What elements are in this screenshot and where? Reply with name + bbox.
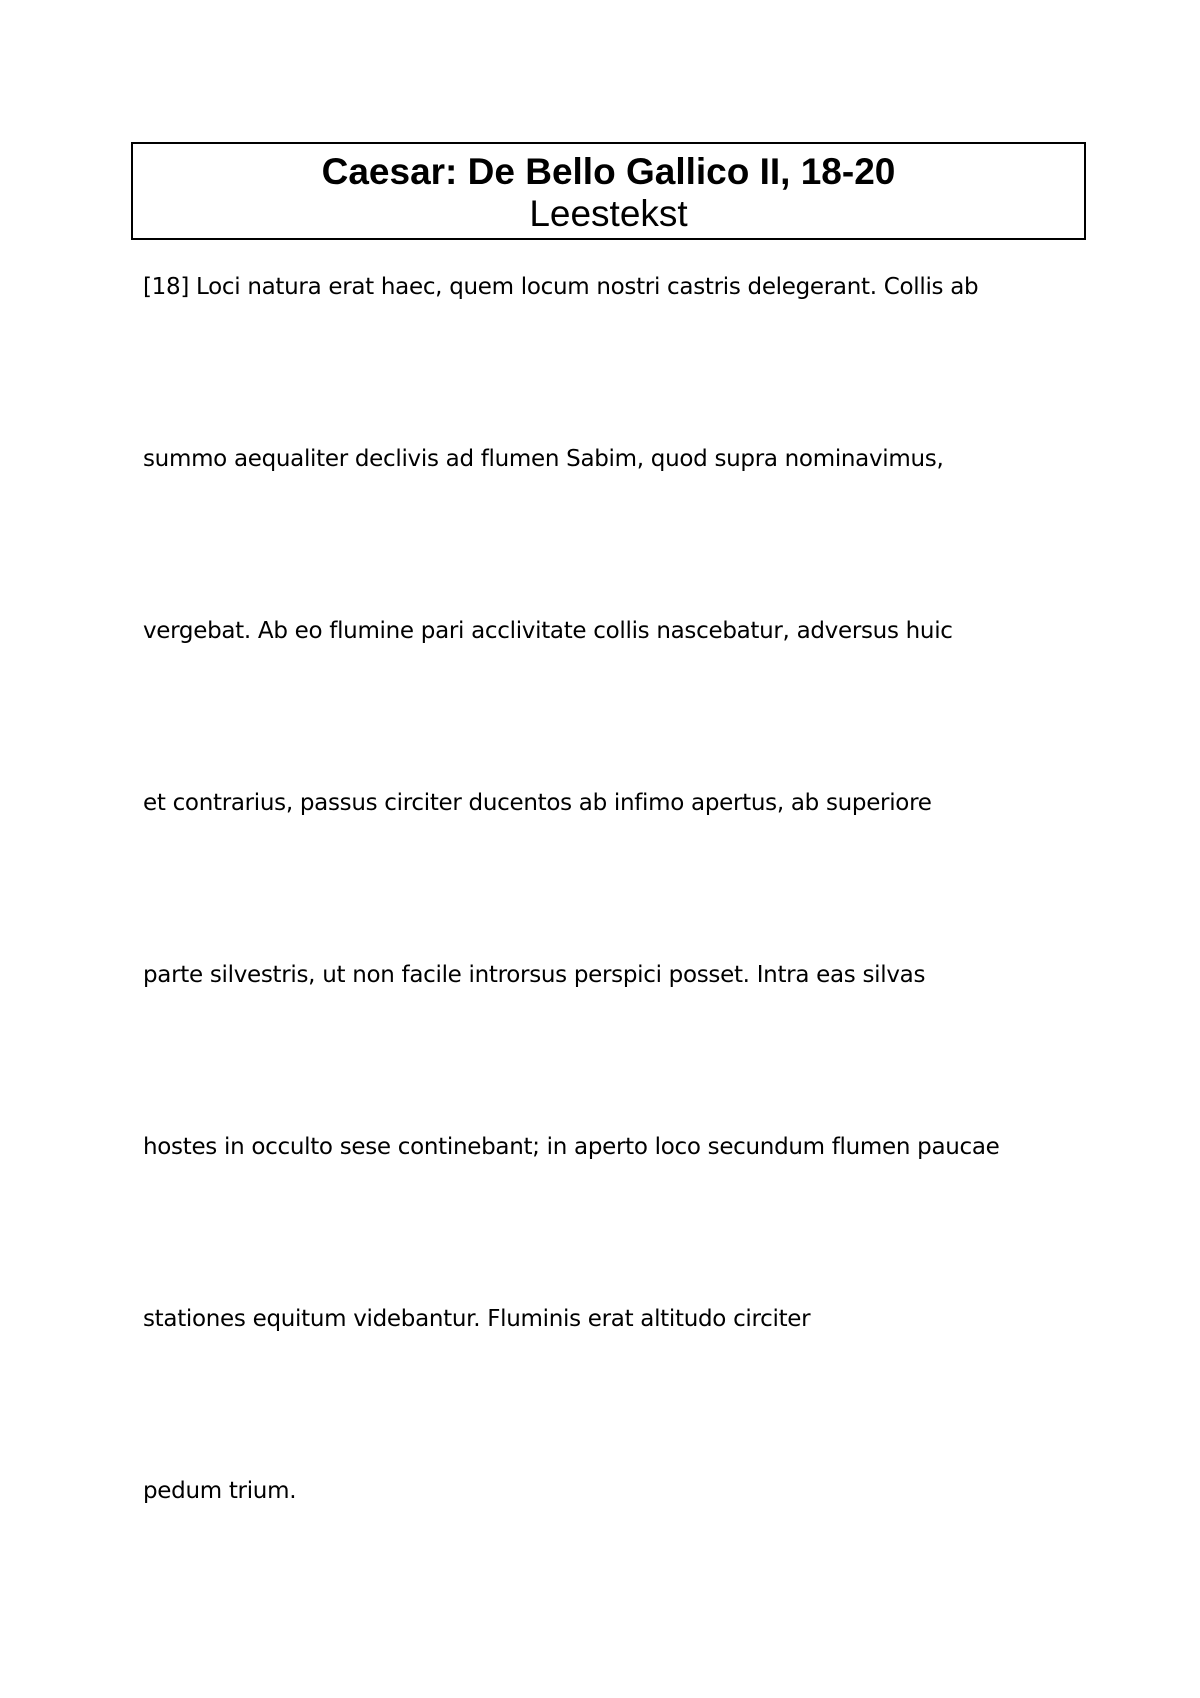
text-line: pedum trium. — [143, 1478, 297, 1504]
text-line: summo aequaliter declivis ad flumen Sabim, quod supra nominavimus, — [143, 446, 944, 472]
text-line: et contrarius, passus circiter ducentos ab infimo apertus, ab superiore — [143, 790, 932, 816]
page-subtitle: Leestekst — [529, 193, 688, 234]
title-box — [131, 142, 1086, 240]
text-line: hostes in occulto sese continebant; in aperto loco secundum flumen paucae — [143, 1134, 1000, 1160]
text-line: stationes equitum videbantur. Fluminis erat altitudo circiter — [143, 1306, 811, 1332]
text-line: parte silvestris, ut non facile introrsus perspici posset. Intra eas silvas — [143, 962, 926, 988]
page-title: Caesar: De Bello Gallico II, 18-20 — [321, 151, 896, 192]
text-line: vergebat. Ab eo flumine pari acclivitate collis nascebatur, adversus huic — [143, 618, 953, 644]
text-line: [18] Loci natura erat haec, quem locum nostri castris delegerant. Collis ab — [143, 274, 979, 300]
